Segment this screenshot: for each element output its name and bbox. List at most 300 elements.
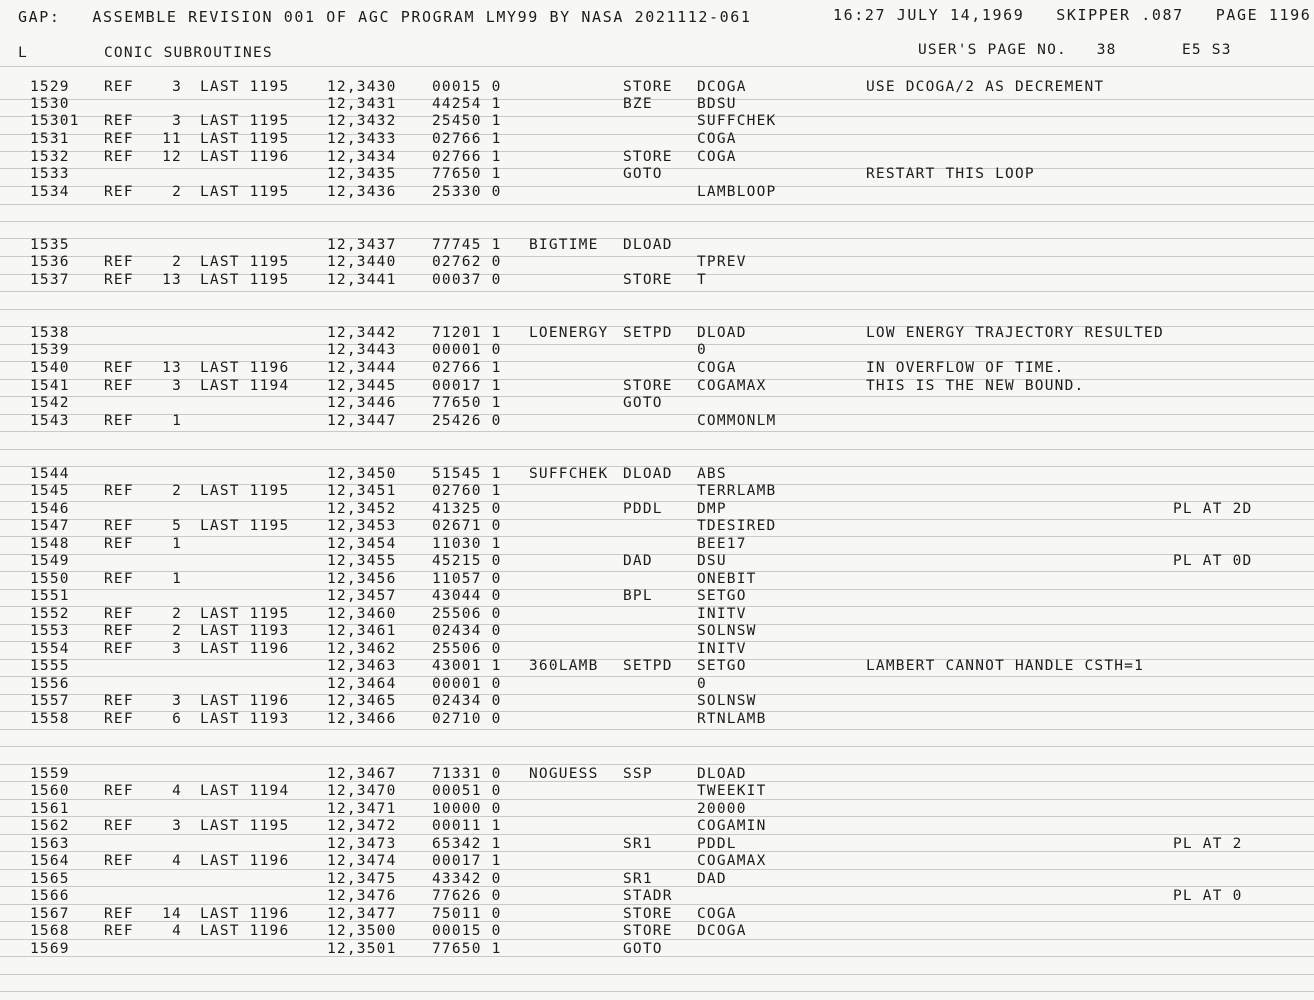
opcode: STORE [623, 906, 673, 922]
line-number: 1535 [30, 237, 70, 253]
ref-count: 12 [162, 149, 182, 165]
operand: DCOGA [697, 79, 747, 95]
ruled-line [0, 344, 1314, 345]
statement-label: BIGTIME [529, 237, 599, 253]
memory-address: 12,3437 [327, 237, 397, 253]
ref-keyword: REF [104, 113, 134, 129]
ref-keyword: REF [104, 483, 134, 499]
ref-count: 2 [172, 623, 182, 639]
octal-word: 00051 0 [432, 783, 502, 799]
memory-address: 12,3430 [327, 79, 397, 95]
operand: BEE17 [697, 536, 747, 552]
operand: COGA [697, 906, 737, 922]
ref-count: 3 [172, 641, 182, 657]
memory-address: 12,3471 [327, 801, 397, 817]
ruled-line [0, 746, 1314, 747]
memory-address: 12,3474 [327, 853, 397, 869]
line-number: 1543 [30, 413, 70, 429]
last-reference: LAST 1195 [200, 184, 290, 200]
ref-keyword: REF [104, 79, 134, 95]
ruled-line [0, 641, 1314, 642]
octal-word: 25426 0 [432, 413, 502, 429]
page-header-left: GAP: ASSEMBLE REVISION 001 OF AGC PROGRAM LMY99 BY NASA 2021112-061 [18, 8, 752, 26]
last-reference: LAST 1193 [200, 623, 290, 639]
last-reference: LAST 1196 [200, 641, 290, 657]
octal-word: 25330 0 [432, 184, 502, 200]
ruled-line [0, 729, 1314, 730]
line-number: 1531 [30, 131, 70, 147]
opcode: STORE [623, 149, 673, 165]
octal-word: 00001 0 [432, 676, 502, 692]
octal-word: 02762 0 [432, 254, 502, 270]
statement-label: 360LAMB [529, 658, 599, 674]
ruled-line [0, 834, 1314, 835]
ruled-line [0, 939, 1314, 940]
octal-word: 44254 1 [432, 96, 502, 112]
ruled-line [0, 974, 1314, 975]
ref-count: 14 [162, 906, 182, 922]
line-number: 1536 [30, 254, 70, 270]
operand: INITV [697, 606, 747, 622]
ruled-line [0, 624, 1314, 625]
ruled-line [0, 991, 1314, 992]
line-number: 1565 [30, 871, 70, 887]
operand: RTNLAMB [697, 711, 767, 727]
memory-address: 12,3445 [327, 378, 397, 394]
opcode: GOTO [623, 395, 663, 411]
listing-marker: L [18, 45, 28, 61]
opcode: STORE [623, 923, 673, 939]
memory-address: 12,3447 [327, 413, 397, 429]
memory-address: 12,3455 [327, 553, 397, 569]
operand: DSU [697, 553, 727, 569]
operand: TDESIRED [697, 518, 777, 534]
opcode: BPL [623, 588, 653, 604]
ruled-line [0, 99, 1314, 100]
memory-address: 12,3461 [327, 623, 397, 639]
ref-count: 2 [172, 483, 182, 499]
octal-word: 77650 1 [432, 166, 502, 182]
opcode: STADR [623, 888, 673, 904]
operand: TERRLAMB [697, 483, 777, 499]
ruled-line [0, 589, 1314, 590]
line-number: 1563 [30, 836, 70, 852]
opcode: SETPD [623, 325, 673, 341]
octal-word: 00017 1 [432, 853, 502, 869]
memory-address: 12,3462 [327, 641, 397, 657]
ref-count: 11 [162, 131, 182, 147]
line-number: 1554 [30, 641, 70, 657]
operand: DMP [697, 501, 727, 517]
ref-count: 4 [172, 923, 182, 939]
octal-word: 02766 1 [432, 360, 502, 376]
ruled-line [0, 536, 1314, 537]
operand: 20000 [697, 801, 747, 817]
operand: COGAMAX [697, 378, 767, 394]
line-number: 1538 [30, 325, 70, 341]
opcode: DLOAD [623, 466, 673, 482]
memory-address: 12,3464 [327, 676, 397, 692]
octal-word: 02760 1 [432, 483, 502, 499]
ref-count: 3 [172, 378, 182, 394]
ref-count: 4 [172, 783, 182, 799]
operand: TPREV [697, 254, 747, 270]
memory-address: 12,3476 [327, 888, 397, 904]
last-reference: LAST 1195 [200, 272, 290, 288]
memory-address: 12,3431 [327, 96, 397, 112]
octal-word: 00037 0 [432, 272, 502, 288]
operand: PDDL [697, 836, 737, 852]
ruled-line [0, 554, 1314, 555]
memory-address: 12,3454 [327, 536, 397, 552]
ruled-line [0, 204, 1314, 205]
octal-word: 77650 1 [432, 395, 502, 411]
line-number: 1546 [30, 501, 70, 517]
memory-address: 12,3457 [327, 588, 397, 604]
ref-keyword: REF [104, 711, 134, 727]
ref-keyword: REF [104, 131, 134, 147]
last-reference: LAST 1196 [200, 693, 290, 709]
line-number: 1567 [30, 906, 70, 922]
ref-count: 2 [172, 184, 182, 200]
ruled-line [0, 816, 1314, 817]
line-number: 1541 [30, 378, 70, 394]
memory-address: 12,3467 [327, 766, 397, 782]
opcode: STORE [623, 272, 673, 288]
ref-keyword: REF [104, 413, 134, 429]
ruled-line [0, 676, 1314, 677]
ruled-line [0, 799, 1314, 800]
line-number: 1566 [30, 888, 70, 904]
operand: DAD [697, 871, 727, 887]
line-number: 1548 [30, 536, 70, 552]
memory-address: 12,3475 [327, 871, 397, 887]
ref-keyword: REF [104, 623, 134, 639]
line-number: 1540 [30, 360, 70, 376]
memory-address: 12,3451 [327, 483, 397, 499]
ruled-line [0, 869, 1314, 870]
ref-keyword: REF [104, 536, 134, 552]
octal-word: 65342 1 [432, 836, 502, 852]
octal-word: 02434 0 [432, 693, 502, 709]
octal-word: 71331 0 [432, 766, 502, 782]
last-reference: LAST 1196 [200, 923, 290, 939]
ruled-line [0, 519, 1314, 520]
ruled-line [0, 291, 1314, 292]
statement-label: NOGUESS [529, 766, 599, 782]
operand: 0 [697, 342, 707, 358]
ref-keyword: REF [104, 783, 134, 799]
ruled-line [0, 449, 1314, 450]
ref-count: 3 [172, 79, 182, 95]
line-number: 1553 [30, 623, 70, 639]
line-number: 1532 [30, 149, 70, 165]
ref-count: 6 [172, 711, 182, 727]
ruled-line [0, 571, 1314, 572]
operand: SETGO [697, 588, 747, 604]
statement-label: LOENERGY [529, 325, 609, 341]
octal-word: 43044 0 [432, 588, 502, 604]
section-title: CONIC SUBROUTINES [104, 45, 273, 61]
octal-word: 77650 1 [432, 941, 502, 957]
memory-address: 12,3443 [327, 342, 397, 358]
ref-count: 2 [172, 254, 182, 270]
operand: SUFFCHEK [697, 113, 777, 129]
ref-keyword: REF [104, 360, 134, 376]
operand: TWEEKIT [697, 783, 767, 799]
ref-count: 13 [162, 360, 182, 376]
operand: COGA [697, 360, 737, 376]
operand: SETGO [697, 658, 747, 674]
opcode: SR1 [623, 871, 653, 887]
ref-count: 1 [172, 536, 182, 552]
ruled-line [0, 66, 1314, 67]
memory-address: 12,3433 [327, 131, 397, 147]
ruled-line [0, 904, 1314, 905]
memory-address: 12,3442 [327, 325, 397, 341]
line-number: 1562 [30, 818, 70, 834]
ruled-line [0, 221, 1314, 222]
operand: SOLNSW [697, 693, 757, 709]
memory-address: 12,3440 [327, 254, 397, 270]
last-reference: LAST 1195 [200, 818, 290, 834]
ruled-line [0, 484, 1314, 485]
operand: SOLNSW [697, 623, 757, 639]
opcode: BZE [623, 96, 653, 112]
line-number: 1544 [30, 466, 70, 482]
page-code: E5 S3 [1182, 42, 1232, 58]
octal-word: 00011 1 [432, 818, 502, 834]
last-reference: LAST 1196 [200, 149, 290, 165]
octal-word: 02710 0 [432, 711, 502, 727]
ruled-line [0, 134, 1314, 135]
octal-word: 11057 0 [432, 571, 502, 587]
line-number: 1568 [30, 923, 70, 939]
ref-count: 5 [172, 518, 182, 534]
last-reference: LAST 1196 [200, 853, 290, 869]
memory-address: 12,3441 [327, 272, 397, 288]
opcode: DLOAD [623, 237, 673, 253]
pushdown-note: PL AT 2 [1173, 836, 1243, 852]
octal-word: 10000 0 [432, 801, 502, 817]
line-number: 1560 [30, 783, 70, 799]
ref-keyword: REF [104, 853, 134, 869]
octal-word: 77626 0 [432, 888, 502, 904]
operand: INITV [697, 641, 747, 657]
line-number: 1551 [30, 588, 70, 604]
line-number: 1556 [30, 676, 70, 692]
user-page-number: USER'S PAGE NO. 38 [918, 42, 1117, 58]
ruled-line [0, 606, 1314, 607]
ref-keyword: REF [104, 906, 134, 922]
ref-count: 4 [172, 853, 182, 869]
octal-word: 43342 0 [432, 871, 502, 887]
memory-address: 12,3501 [327, 941, 397, 957]
octal-word: 43001 1 [432, 658, 502, 674]
comment: RESTART THIS LOOP [866, 166, 1035, 182]
memory-address: 12,3472 [327, 818, 397, 834]
ruled-line [0, 414, 1314, 415]
pushdown-note: PL AT 2D [1173, 501, 1253, 517]
line-number: 1537 [30, 272, 70, 288]
octal-word: 45215 0 [432, 553, 502, 569]
memory-address: 12,3446 [327, 395, 397, 411]
octal-word: 02671 0 [432, 518, 502, 534]
memory-address: 12,3473 [327, 836, 397, 852]
operand: COGA [697, 149, 737, 165]
memory-address: 12,3434 [327, 149, 397, 165]
line-number: 1534 [30, 184, 70, 200]
memory-address: 12,3456 [327, 571, 397, 587]
octal-word: 77745 1 [432, 237, 502, 253]
opcode: SETPD [623, 658, 673, 674]
ruled-line [0, 781, 1314, 782]
operand: DLOAD [697, 325, 747, 341]
ref-keyword: REF [104, 272, 134, 288]
ref-keyword: REF [104, 923, 134, 939]
ref-count: 3 [172, 693, 182, 709]
line-number: 1561 [30, 801, 70, 817]
ref-count: 1 [172, 413, 182, 429]
last-reference: LAST 1193 [200, 711, 290, 727]
last-reference: LAST 1195 [200, 483, 290, 499]
operand: DCOGA [697, 923, 747, 939]
operand: COGAMAX [697, 853, 767, 869]
memory-address: 12,3500 [327, 923, 397, 939]
line-number: 1555 [30, 658, 70, 674]
pushdown-note: PL AT 0 [1173, 888, 1243, 904]
memory-address: 12,3444 [327, 360, 397, 376]
opcode: SR1 [623, 836, 653, 852]
line-number: 15301 [30, 113, 80, 129]
line-number: 1559 [30, 766, 70, 782]
operand: ONEBIT [697, 571, 757, 587]
memory-address: 12,3463 [327, 658, 397, 674]
last-reference: LAST 1195 [200, 113, 290, 129]
comment: THIS IS THE NEW BOUND. [866, 378, 1085, 394]
ref-keyword: REF [104, 571, 134, 587]
operand: COGA [697, 131, 737, 147]
memory-address: 12,3436 [327, 184, 397, 200]
octal-word: 71201 1 [432, 325, 502, 341]
line-number: 1530 [30, 96, 70, 112]
opcode: DAD [623, 553, 653, 569]
ref-keyword: REF [104, 184, 134, 200]
ruled-line [0, 886, 1314, 887]
operand: T [697, 272, 707, 288]
page-header-right: 16:27 JULY 14,1969 SKIPPER .087 PAGE 1196 [833, 6, 1312, 24]
ref-count: 3 [172, 818, 182, 834]
ref-count: 1 [172, 571, 182, 587]
line-number: 1549 [30, 553, 70, 569]
opcode: SSP [623, 766, 653, 782]
operand: LAMBLOOP [697, 184, 777, 200]
pushdown-note: PL AT 0D [1173, 553, 1253, 569]
last-reference: LAST 1194 [200, 378, 290, 394]
line-number: 1564 [30, 853, 70, 869]
octal-word: 11030 1 [432, 536, 502, 552]
ref-keyword: REF [104, 518, 134, 534]
octal-word: 00015 0 [432, 923, 502, 939]
line-number: 1552 [30, 606, 70, 622]
memory-address: 12,3450 [327, 466, 397, 482]
octal-word: 00015 0 [432, 79, 502, 95]
comment: USE DCOGA/2 AS DECREMENT [866, 79, 1105, 95]
octal-word: 00017 1 [432, 378, 502, 394]
comment: LOW ENERGY TRAJECTORY RESULTED [866, 325, 1164, 341]
line-number: 1539 [30, 342, 70, 358]
last-reference: LAST 1195 [200, 131, 290, 147]
comment: IN OVERFLOW OF TIME. [866, 360, 1065, 376]
statement-label: SUFFCHEK [529, 466, 609, 482]
memory-address: 12,3470 [327, 783, 397, 799]
octal-word: 00001 0 [432, 342, 502, 358]
ruled-line [0, 851, 1314, 852]
memory-address: 12,3453 [327, 518, 397, 534]
line-number: 1542 [30, 395, 70, 411]
operand: 0 [697, 676, 707, 692]
operand: COMMONLM [697, 413, 777, 429]
ref-keyword: REF [104, 378, 134, 394]
ruled-line [0, 361, 1314, 362]
ruled-line [0, 711, 1314, 712]
last-reference: LAST 1195 [200, 254, 290, 270]
ref-keyword: REF [104, 818, 134, 834]
last-reference: LAST 1195 [200, 79, 290, 95]
octal-word: 02766 1 [432, 131, 502, 147]
ref-count: 2 [172, 606, 182, 622]
ruled-line [0, 256, 1314, 257]
line-number: 1558 [30, 711, 70, 727]
line-number: 1547 [30, 518, 70, 534]
ruled-line [0, 186, 1314, 187]
opcode: STORE [623, 378, 673, 394]
opcode: STORE [623, 79, 673, 95]
octal-word: 02766 1 [432, 149, 502, 165]
line-number: 1545 [30, 483, 70, 499]
comment: LAMBERT CANNOT HANDLE CSTH=1 [866, 658, 1145, 674]
operand: BDSU [697, 96, 737, 112]
ruled-line [0, 694, 1314, 695]
octal-word: 25506 0 [432, 641, 502, 657]
ref-keyword: REF [104, 606, 134, 622]
ref-keyword: REF [104, 693, 134, 709]
memory-address: 12,3466 [327, 711, 397, 727]
ruled-line [0, 116, 1314, 117]
memory-address: 12,3452 [327, 501, 397, 517]
opcode: GOTO [623, 941, 663, 957]
memory-address: 12,3432 [327, 113, 397, 129]
opcode: GOTO [623, 166, 663, 182]
memory-address: 12,3465 [327, 693, 397, 709]
octal-word: 41325 0 [432, 501, 502, 517]
line-number: 1550 [30, 571, 70, 587]
octal-word: 25450 1 [432, 113, 502, 129]
last-reference: LAST 1195 [200, 518, 290, 534]
last-reference: LAST 1195 [200, 606, 290, 622]
ref-count: 13 [162, 272, 182, 288]
line-number: 1569 [30, 941, 70, 957]
memory-address: 12,3435 [327, 166, 397, 182]
ref-keyword: REF [104, 641, 134, 657]
ruled-line [0, 431, 1314, 432]
memory-address: 12,3477 [327, 906, 397, 922]
ref-keyword: REF [104, 149, 134, 165]
octal-word: 25506 0 [432, 606, 502, 622]
line-number: 1533 [30, 166, 70, 182]
memory-address: 12,3460 [327, 606, 397, 622]
ref-keyword: REF [104, 254, 134, 270]
